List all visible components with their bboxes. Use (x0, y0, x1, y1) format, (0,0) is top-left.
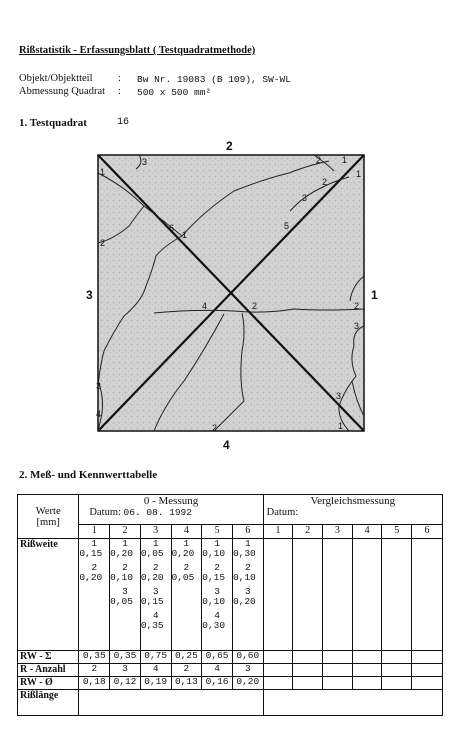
rissweite-entry (233, 563, 263, 583)
datum-label: Datum: (89, 507, 121, 518)
anzahl-label: R - Anzahl (18, 664, 79, 677)
rissweite-entry (172, 563, 202, 583)
rissweite-index: 3 (244, 586, 251, 597)
rissweite-index: 4 (214, 610, 220, 621)
risslaenge-vergleich-cell (263, 690, 442, 716)
rissweite-index: 3 (214, 586, 220, 597)
rissweite-label: Rißweite (18, 539, 79, 651)
vergleich-cell (323, 651, 353, 664)
vergleich-cell (382, 664, 412, 677)
anzahl-cell: 4 (140, 664, 171, 677)
rissweite-index: 1 (244, 538, 251, 549)
datum-value: 06. 08. 1992 (123, 507, 192, 518)
vergleich-cell (293, 677, 323, 690)
abmessung-value: 500 x 500 mm² (137, 87, 212, 98)
vergleich-cell (263, 539, 293, 651)
rissweite-entry (110, 563, 140, 583)
edge-label-bottom: 4 (223, 438, 230, 452)
col-number: 4 (171, 525, 202, 539)
rissweite-value: 0,05 (110, 596, 133, 607)
vergleich-cell (263, 651, 293, 664)
col-number: 1 (263, 525, 293, 539)
objekt-separator: : (118, 73, 121, 84)
vergleich-cell (412, 664, 443, 677)
crack-label: 2 (322, 177, 328, 187)
rissweite-entry (233, 587, 263, 607)
rissweite-index: 2 (244, 562, 251, 573)
vergleich-cell (352, 664, 382, 677)
risslaenge-cell (79, 690, 263, 716)
vergleich-cell (263, 664, 293, 677)
crack-label: 2 (212, 423, 218, 433)
crack-label: 1 (100, 167, 106, 177)
werte-label: Werte (35, 505, 61, 517)
rissweite-index: 4 (152, 610, 159, 621)
crack-label: 3 (354, 321, 360, 331)
rissweite-value: 0,05 (171, 572, 195, 583)
rissweite-entry (141, 587, 171, 607)
rissweite-value: 0,05 (140, 548, 164, 559)
rissweite-value: 0,20 (110, 548, 133, 559)
vergleich-cell (352, 651, 382, 664)
col-number: 3 (140, 525, 171, 539)
rissweite-value: 0,10 (110, 572, 133, 583)
rissweite-entry (79, 563, 109, 583)
rw-avg-cell: 0,19 (140, 677, 171, 690)
crack-label: 2 (252, 301, 258, 311)
rissweite-entry (110, 587, 140, 607)
rissweite-value: 0,20 (79, 572, 103, 583)
vergleich-cell (263, 677, 293, 690)
crack-label: 2 (354, 301, 360, 311)
measurement-table (17, 494, 443, 716)
edge-label-right: 1 (371, 288, 378, 302)
anzahl-cell: 3 (110, 664, 141, 677)
crack-label: 4 (96, 409, 102, 419)
rissweite-cell (110, 539, 141, 651)
edge-label-left: 3 (86, 288, 93, 302)
rw-avg-label: RW - Ø (18, 677, 79, 690)
vergleich-cell (352, 539, 382, 651)
rw-sum-row (18, 651, 443, 664)
rissweite-row (18, 539, 443, 651)
testquadrat-number: 16 (117, 117, 130, 128)
vergleich-cell (293, 651, 323, 664)
col-number: 2 (110, 525, 141, 539)
col-number: 4 (352, 525, 382, 539)
messung-header (79, 495, 263, 525)
rissweite-entry (141, 611, 171, 631)
anzahl-cell: 2 (171, 664, 202, 677)
vergleich-datum: Datum: (266, 507, 299, 518)
rissweite-value: 0,20 (232, 596, 256, 607)
rw-avg-cell: 0,18 (79, 677, 110, 690)
rissweite-value: 0,15 (79, 548, 103, 559)
crack-label: 4 (202, 301, 208, 311)
crack-label: 1 (338, 421, 344, 431)
rissweite-entry (172, 539, 202, 559)
rissweite-cell (79, 539, 110, 651)
section2-heading: 2. Meß- und Kennwerttabelle (19, 469, 158, 481)
crack-label: 1 (356, 169, 362, 179)
rissweite-entry (110, 539, 140, 559)
rissweite-index: 1 (122, 538, 128, 549)
rissweite-cell (140, 539, 171, 651)
risslaenge-row (18, 690, 443, 716)
rissweite-value: 0,10 (202, 596, 226, 607)
rw-avg-cell: 0,16 (202, 677, 233, 690)
col-number: 2 (293, 525, 323, 539)
rw-avg-cell: 0,12 (110, 677, 141, 690)
rw-sum-cell: 0,65 (202, 651, 233, 664)
vergleich-cell (382, 677, 412, 690)
crack-label: 5 (284, 221, 290, 231)
rissweite-value: 0,10 (232, 572, 256, 583)
rissweite-index: 2 (122, 562, 128, 573)
messung-datum (79, 507, 262, 518)
rw-avg-cell: 0,13 (171, 677, 202, 690)
rissweite-entry (202, 563, 232, 583)
rissweite-value: 0,30 (232, 548, 256, 559)
unit-label: [mm] (36, 516, 60, 528)
anzahl-cell: 2 (79, 664, 110, 677)
rissweite-entry (202, 611, 232, 631)
rissweite-value: 0,20 (140, 572, 164, 583)
page-title: Rißstatistik - Erfassungsblatt ( Testquadratmethode) (19, 45, 256, 56)
rissweite-index: 2 (91, 562, 98, 573)
vergleich-cell (323, 677, 353, 690)
rissweite-entry (202, 587, 232, 607)
section1-heading: 1. Testquadrat (19, 117, 87, 129)
rw-sum-cell: 0,25 (171, 651, 202, 664)
rissweite-index: 1 (152, 538, 159, 549)
objekt-value: Bw Nr. 19083 (B 109), SW-WL (137, 74, 291, 85)
abmessung-label: Abmessung Quadrat (19, 86, 106, 97)
test-square (94, 151, 370, 434)
vergleich-cell (293, 539, 323, 651)
rissweite-value: 0,20 (171, 548, 195, 559)
rissweite-value: 0,30 (202, 620, 226, 631)
werte-header (18, 495, 79, 539)
vergleich-cell (412, 677, 443, 690)
crack-label: 3 (336, 391, 342, 401)
rissweite-index: 1 (183, 538, 190, 549)
objekt-label: Objekt/Objektteil (19, 73, 93, 84)
rw-sum-label: RW - Σ (18, 651, 79, 664)
rissweite-cell (171, 539, 202, 651)
rw-avg-cell: 0,20 (232, 677, 263, 690)
col-number: 5 (382, 525, 412, 539)
crack-label: 3 (96, 381, 102, 391)
rissweite-index: 1 (214, 538, 220, 549)
rissweite-entry (141, 539, 171, 559)
edge-label-top: 2 (226, 139, 233, 153)
vergleich-cell (382, 651, 412, 664)
anzahl-cell: 4 (202, 664, 233, 677)
rissweite-entry (141, 563, 171, 583)
abmessung-separator: : (118, 86, 121, 97)
rissweite-index: 2 (214, 562, 220, 573)
risslaenge-label: Rißlänge (18, 690, 79, 716)
messung-title: 0 - Messung (143, 495, 199, 507)
col-number: 6 (232, 525, 263, 539)
rissweite-entry (202, 539, 232, 559)
vergleich-cell (323, 539, 353, 651)
crack-label: 1 (342, 155, 348, 165)
rissweite-entry (79, 539, 109, 559)
rw-sum-cell: 0,75 (140, 651, 171, 664)
col-number: 3 (323, 525, 353, 539)
rissweite-value: 0,15 (202, 572, 226, 583)
rissweite-entry (233, 539, 263, 559)
vergleich-cell (382, 539, 412, 651)
rissweite-index: 3 (152, 586, 159, 597)
col-number: 1 (79, 525, 110, 539)
vergleich-title: Vergleichsmessung (310, 495, 396, 507)
rw-sum-cell: 0,60 (232, 651, 263, 664)
rissweite-index: 1 (91, 538, 98, 549)
col-number: 5 (202, 525, 233, 539)
crack-label: 3 (302, 193, 308, 203)
rissweite-value: 0,15 (140, 596, 164, 607)
crack-label: 6 (169, 223, 175, 233)
rissweite-index: 2 (152, 562, 159, 573)
rissweite-cell (232, 539, 263, 651)
crack-label: 3 (142, 157, 148, 167)
crack-label: 2 (100, 238, 106, 248)
rw-sum-cell: 0,35 (79, 651, 110, 664)
anzahl-cell: 3 (232, 664, 263, 677)
crack-label: 1 (182, 230, 188, 240)
rissweite-index: 3 (122, 586, 128, 597)
rissweite-value: 0,10 (202, 548, 226, 559)
vergleich-cell (412, 539, 443, 651)
rissweite-value: 0,35 (140, 620, 164, 631)
vergleich-cell (352, 677, 382, 690)
col-number: 6 (412, 525, 443, 539)
rw-sum-cell: 0,35 (110, 651, 141, 664)
rissweite-cell (202, 539, 233, 651)
vergleich-cell (323, 664, 353, 677)
crack-label: 2 (316, 155, 322, 165)
vergleich-header (263, 495, 442, 525)
rw-avg-row (18, 677, 443, 690)
vergleich-cell (293, 664, 323, 677)
anzahl-row (18, 664, 443, 677)
rissweite-index: 2 (183, 562, 190, 573)
vergleich-cell (412, 651, 443, 664)
